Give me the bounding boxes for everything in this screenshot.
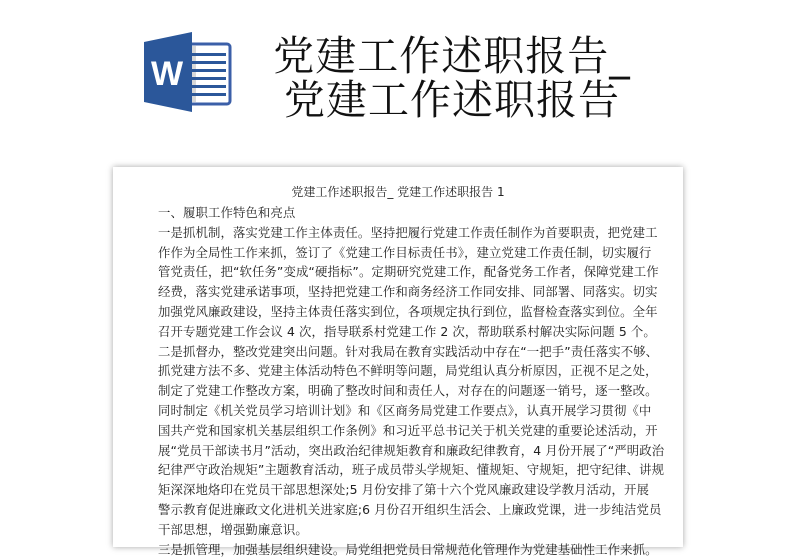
document-line: 作作为全局性工作来抓，签订了《党建工作目标责任书》，建立党建工作责任制，切实履行 [158, 244, 652, 260]
document-line: 干部思想，增强勤廉意识。 [158, 521, 308, 537]
document-line: 纪律严守政治规矩”主题教育活动，班子成员带头学规矩、懂规矩、守规矩，把守纪律、讲规 [158, 462, 665, 478]
document-line: 召开专题党建工作会议 4 次，指导联系村党建工作 2 次，帮助联系村解决实际问题 5 个。 [158, 323, 656, 339]
title-line-2: 党建工作述职报告 [284, 76, 620, 124]
document-line: 二是抓督办，整改党建突出问题。针对我局在教育实践活动中存在“一把手”责任落实不够、 [158, 343, 659, 359]
word-document-icon [142, 32, 234, 112]
document-line: 警示教育促进廉政文化进机关进家庭;6 月份召开组织生活会、上廉政党课，进一步纯洁党员 [158, 501, 662, 517]
document-line: 展“党员干部读书月”活动，突出政治纪律规矩教育和廉政纪律教育，4 月份开展了“严明政治 [158, 442, 665, 458]
document-line: 经费，落实党建承诺事项，坚持把党建工作和商务经济工作同安排、同部署、同落实。切实 [158, 284, 658, 300]
document-line: 抓党建方法不多、党建主体活动特色不鲜明等问题，局党组认真分析原因，正视不足之处， [158, 363, 658, 379]
document-line: 加强党风廉政建设，坚持主体责任落实到位，各项规定执行到位，监督检查落实到位。全年 [158, 303, 658, 319]
document-line: 一、履职工作特色和亮点 [158, 205, 296, 220]
page-title [252, 34, 652, 122]
document-line: 管党责任，把“软任务”变成“硬指标”。定期研究党建工作，配备党务工作者，保障党建工作 [158, 264, 659, 280]
document-line: 国共产党和国家机关基层组织工作条例》和习近平总书记关于机关党建的重要论述活动，开 [158, 422, 658, 438]
document-page [113, 167, 683, 557]
svg-text:W: W [150, 55, 184, 93]
document-line: 同时制定《机关党员学习培训计划》和《区商务局党建工作要点》，认真开展学习贯彻《中 [158, 402, 652, 418]
document-line: 制定了党建工作整改方案，明确了整改时间和责任人，对存在的问题逐一销号，逐一整改。 [158, 383, 658, 399]
document-line: 矩深深地烙印在党员干部思想深处;5 月份安排了第十六个党风廉政建设学教月活动，开展 [158, 482, 649, 498]
document-line: 三是抓管理，加强基层组织建设。局党组把党员日常规范化管理作为党建基础性工作来抓。 [158, 541, 658, 557]
document-title: 党建工作述职报告_ 党建工作述职报告 1 [291, 185, 505, 199]
title-line-1: 党建工作述职报告_ [273, 32, 631, 80]
document-body [158, 203, 678, 559]
document-line: 一是抓机制，落实党建工作主体责任。坚持把履行党建工作责任制作为首要职责，把党建工 [158, 224, 658, 240]
